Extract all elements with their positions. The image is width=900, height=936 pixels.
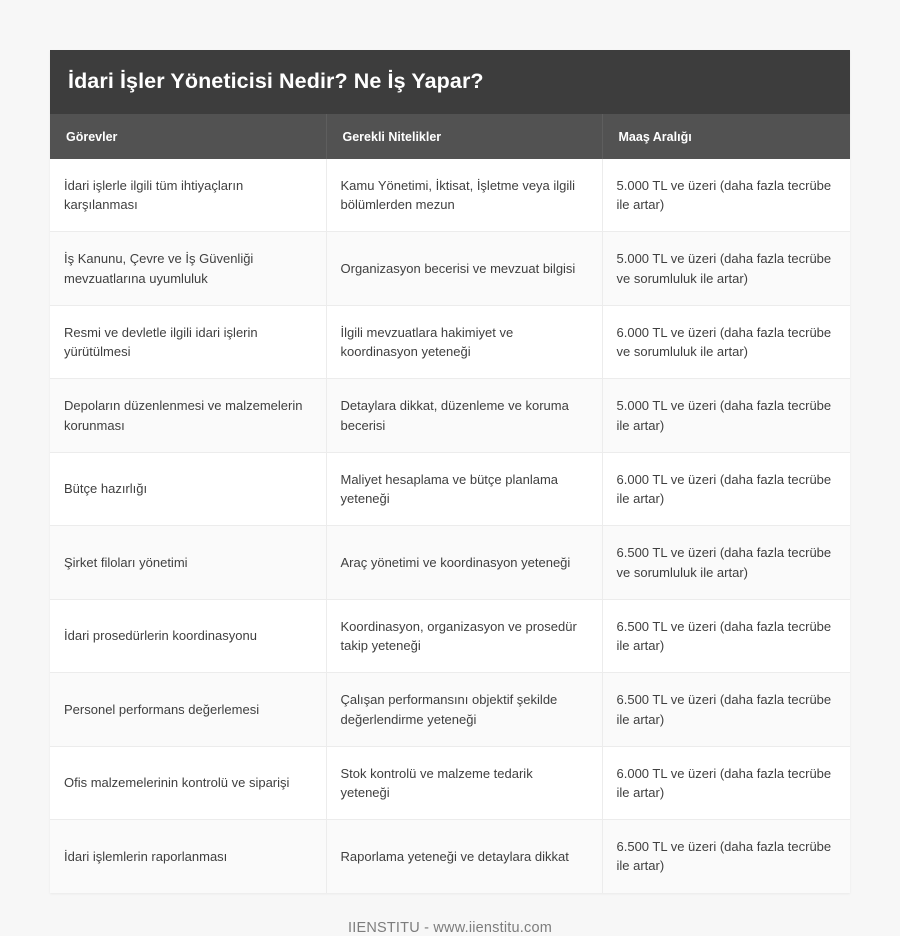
cell-qualification: Raporlama yeteneği ve detaylara dikkat	[326, 820, 602, 893]
cell-salary: 5.000 TL ve üzeri (daha fazla tecrübe ile artar)	[602, 159, 850, 232]
cell-qualification: Kamu Yönetimi, İktisat, İşletme veya ilgili bölümlerden mezun	[326, 159, 602, 232]
cell-salary: 5.000 TL ve üzeri (daha fazla tecrübe ile artar)	[602, 379, 850, 452]
job-info-table	[50, 114, 850, 893]
cell-duty: İdari işlerle ilgili tüm ihtiyaçların karşılanması	[50, 159, 326, 232]
cell-duty: Ofis malzemelerinin kontrolü ve siparişi	[50, 746, 326, 819]
cell-duty: Depoların düzenlenmesi ve malzemelerin korunması	[50, 379, 326, 452]
cell-duty: Bütçe hazırlığı	[50, 452, 326, 525]
cell-salary: 5.000 TL ve üzeri (daha fazla tecrübe ve sorumluluk ile artar)	[602, 232, 850, 305]
cell-salary: 6.500 TL ve üzeri (daha fazla tecrübe ile artar)	[602, 673, 850, 746]
table-row	[50, 673, 850, 746]
table-header	[50, 114, 850, 159]
cell-duty: İş Kanunu, Çevre ve İş Güvenliği mevzuatlarına uyumluluk	[50, 232, 326, 305]
table-row	[50, 305, 850, 378]
cell-salary: 6.500 TL ve üzeri (daha fazla tecrübe ile artar)	[602, 599, 850, 672]
cell-salary: 6.000 TL ve üzeri (daha fazla tecrübe ile artar)	[602, 452, 850, 525]
cell-duty: Şirket filoları yönetimi	[50, 526, 326, 599]
page-title: İdari İşler Yöneticisi Nedir? Ne İş Yapar?	[50, 50, 850, 114]
column-header-duties: Görevler	[50, 114, 326, 159]
table-row	[50, 746, 850, 819]
cell-qualification: Maliyet hesaplama ve bütçe planlama yeteneği	[326, 452, 602, 525]
table-row	[50, 159, 850, 232]
table-row	[50, 452, 850, 525]
cell-salary: 6.000 TL ve üzeri (daha fazla tecrübe ile artar)	[602, 746, 850, 819]
cell-salary: 6.000 TL ve üzeri (daha fazla tecrübe ve sorumluluk ile artar)	[602, 305, 850, 378]
table-header-row	[50, 114, 850, 159]
table-row	[50, 599, 850, 672]
cell-qualification: Araç yönetimi ve koordinasyon yeteneği	[326, 526, 602, 599]
cell-qualification: Stok kontrolü ve malzeme tedarik yeteneği	[326, 746, 602, 819]
footer-attribution: IIENSTITU - www.iienstitu.com	[348, 919, 552, 936]
table-body	[50, 159, 850, 893]
cell-qualification: Koordinasyon, organizasyon ve prosedür takip yeteneği	[326, 599, 602, 672]
info-table-card	[50, 50, 850, 893]
cell-salary: 6.500 TL ve üzeri (daha fazla tecrübe ile artar)	[602, 820, 850, 893]
table-row	[50, 232, 850, 305]
table-row	[50, 820, 850, 893]
cell-duty: İdari prosedürlerin koordinasyonu	[50, 599, 326, 672]
table-row	[50, 379, 850, 452]
cell-qualification: Detaylara dikkat, düzenleme ve koruma becerisi	[326, 379, 602, 452]
cell-qualification: Çalışan performansını objektif şekilde değerlendirme yeteneği	[326, 673, 602, 746]
table-row	[50, 526, 850, 599]
cell-qualification: Organizasyon becerisi ve mevzuat bilgisi	[326, 232, 602, 305]
cell-qualification: İlgili mevzuatlara hakimiyet ve koordinasyon yeteneği	[326, 305, 602, 378]
column-header-salary-range: Maaş Aralığı	[602, 114, 850, 159]
cell-salary: 6.500 TL ve üzeri (daha fazla tecrübe ve sorumluluk ile artar)	[602, 526, 850, 599]
column-header-qualifications: Gerekli Nitelikler	[326, 114, 602, 159]
cell-duty: Personel performans değerlemesi	[50, 673, 326, 746]
cell-duty: Resmi ve devletle ilgili idari işlerin yürütülmesi	[50, 305, 326, 378]
cell-duty: İdari işlemlerin raporlanması	[50, 820, 326, 893]
